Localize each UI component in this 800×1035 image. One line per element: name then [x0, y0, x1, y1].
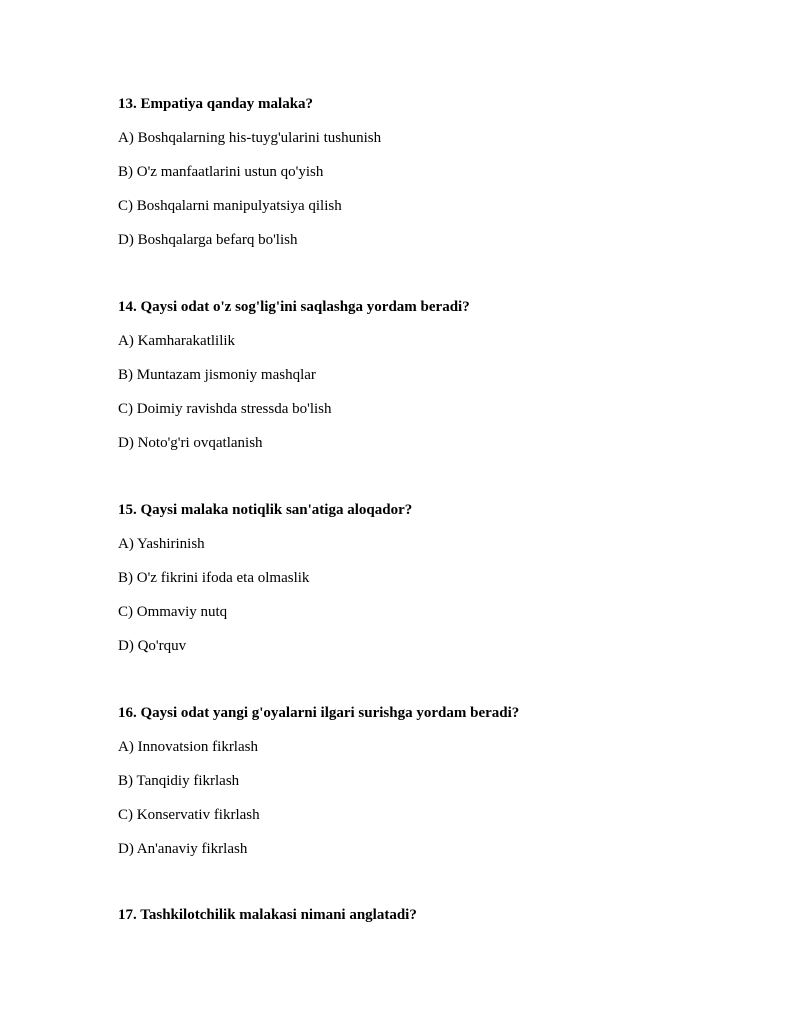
- answer-option-b: B) O'z manfaatlarini ustun qo'yish: [118, 164, 324, 180]
- answer-option-b: B) O'z fikrini ifoda eta olmaslik: [118, 570, 310, 586]
- question-title: 13. Empatiya qanday malaka?: [118, 96, 314, 112]
- answer-option-d: D) Qo'rquv: [118, 638, 187, 654]
- question-title: 16. Qaysi odat yangi g'oyalarni ilgari surishga yordam beradi?: [118, 705, 520, 721]
- answer-option-c: C) Boshqalarni manipulyatsiya qilish: [118, 198, 342, 214]
- question-17: [118, 906, 758, 924]
- question-13: [118, 95, 758, 249]
- answer-option-d: D) Noto'g'ri ovqatlanish: [118, 435, 263, 451]
- answer-option-c: C) Ommaviy nutq: [118, 604, 228, 620]
- answer-option-a: A) Yashirinish: [118, 536, 205, 552]
- answer-option-c: C) Doimiy ravishda stressda bo'lish: [118, 401, 332, 417]
- question-14: [118, 298, 758, 452]
- question-16: [118, 704, 758, 858]
- question-title: 17. Tashkilotchilik malakasi nimani anglatadi?: [118, 907, 417, 923]
- question-title: 15. Qaysi malaka notiqlik san'atiga aloqador?: [118, 502, 413, 518]
- question-15: [118, 501, 758, 655]
- answer-option-a: A) Boshqalarning his-tuyg'ularini tushunish: [118, 130, 382, 146]
- answer-option-d: D) Boshqalarga befarq bo'lish: [118, 232, 298, 248]
- answer-option-c: C) Konservativ fikrlash: [118, 807, 260, 823]
- answer-option-b: B) Tanqidiy fikrlash: [118, 773, 240, 789]
- answer-option-a: A) Kamharakatlilik: [118, 333, 236, 349]
- answer-option-d: D) An'anaviy fikrlash: [118, 841, 248, 857]
- answer-option-a: A) Innovatsion fikrlash: [118, 739, 258, 755]
- answer-option-b: B) Muntazam jismoniy mashqlar: [118, 367, 316, 383]
- question-title: 14. Qaysi odat o'z sog'lig'ini saqlashga yordam beradi?: [118, 299, 470, 315]
